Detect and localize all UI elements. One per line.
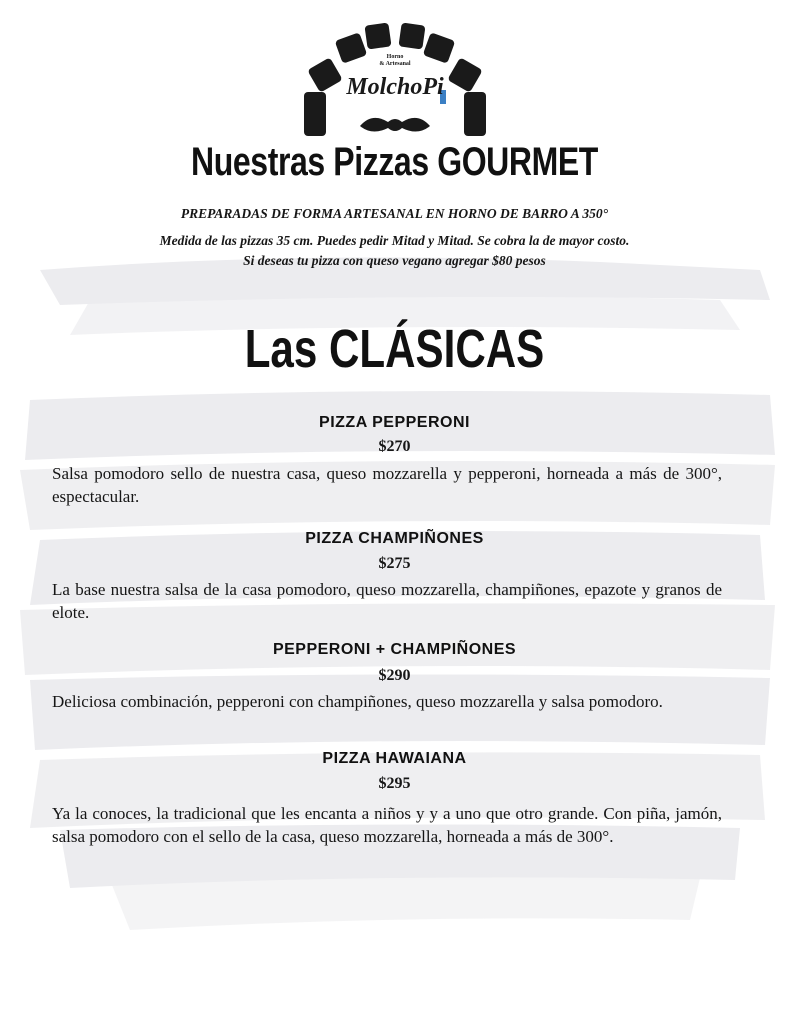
vegan-cheese-note: Si deseas tu pizza con queso vegano agregar $80 pesos — [243, 253, 546, 268]
item-price: $270 — [378, 438, 411, 455]
item-name: PIZZA CHAMPIÑONES — [305, 530, 484, 547]
logo-top-text-2: & Artesanal — [379, 61, 411, 67]
logo-brand-name: MolchoPi — [346, 74, 444, 100]
page-title: Nuestras Pizzas GOURMET — [191, 140, 598, 184]
item-price: $275 — [378, 555, 411, 572]
item-price: $290 — [378, 667, 411, 684]
preparation-subtitle: PREPARADAS DE FORMA ARTESANAL EN HORNO DE BARRO A 350° — [180, 206, 609, 221]
logo-top-text: Horno — [386, 54, 404, 60]
item-name: PIZZA HAWAIANA — [322, 750, 467, 767]
item-description: La base nuestra salsa de la casa pomodoro, queso mozzarella, champiñones, epazote y granos de elote. — [52, 580, 722, 622]
item-name: PIZZA PEPPERONI — [319, 414, 470, 431]
item-description: Ya la conoces, la tradicional que les encanta a niños y y a uno que otro grande. Con piña, jamón, salsa pomodoro con el sello de la casa, queso mozzarella, horneada a más de 300°. — [52, 804, 722, 846]
brand-logo — [300, 18, 490, 148]
item-description: Deliciosa combinación, pepperoni con champiñones, queso mozzarella y salsa pomodoro. — [52, 692, 663, 711]
item-price: $295 — [378, 775, 411, 792]
section-title: Las CLÁSICAS — [244, 319, 545, 379]
item-name: PEPPERONI + CHAMPIÑONES — [272, 641, 517, 658]
size-note: Medida de las pizzas 35 cm. Puedes pedir Mitad y Mitad. Se cobra la de mayor costo. — [159, 233, 630, 248]
item-description: Salsa pomodoro sello de nuestra casa, queso mozzarella y pepperoni, horneada a más de 300°, espectacular. — [52, 464, 722, 506]
